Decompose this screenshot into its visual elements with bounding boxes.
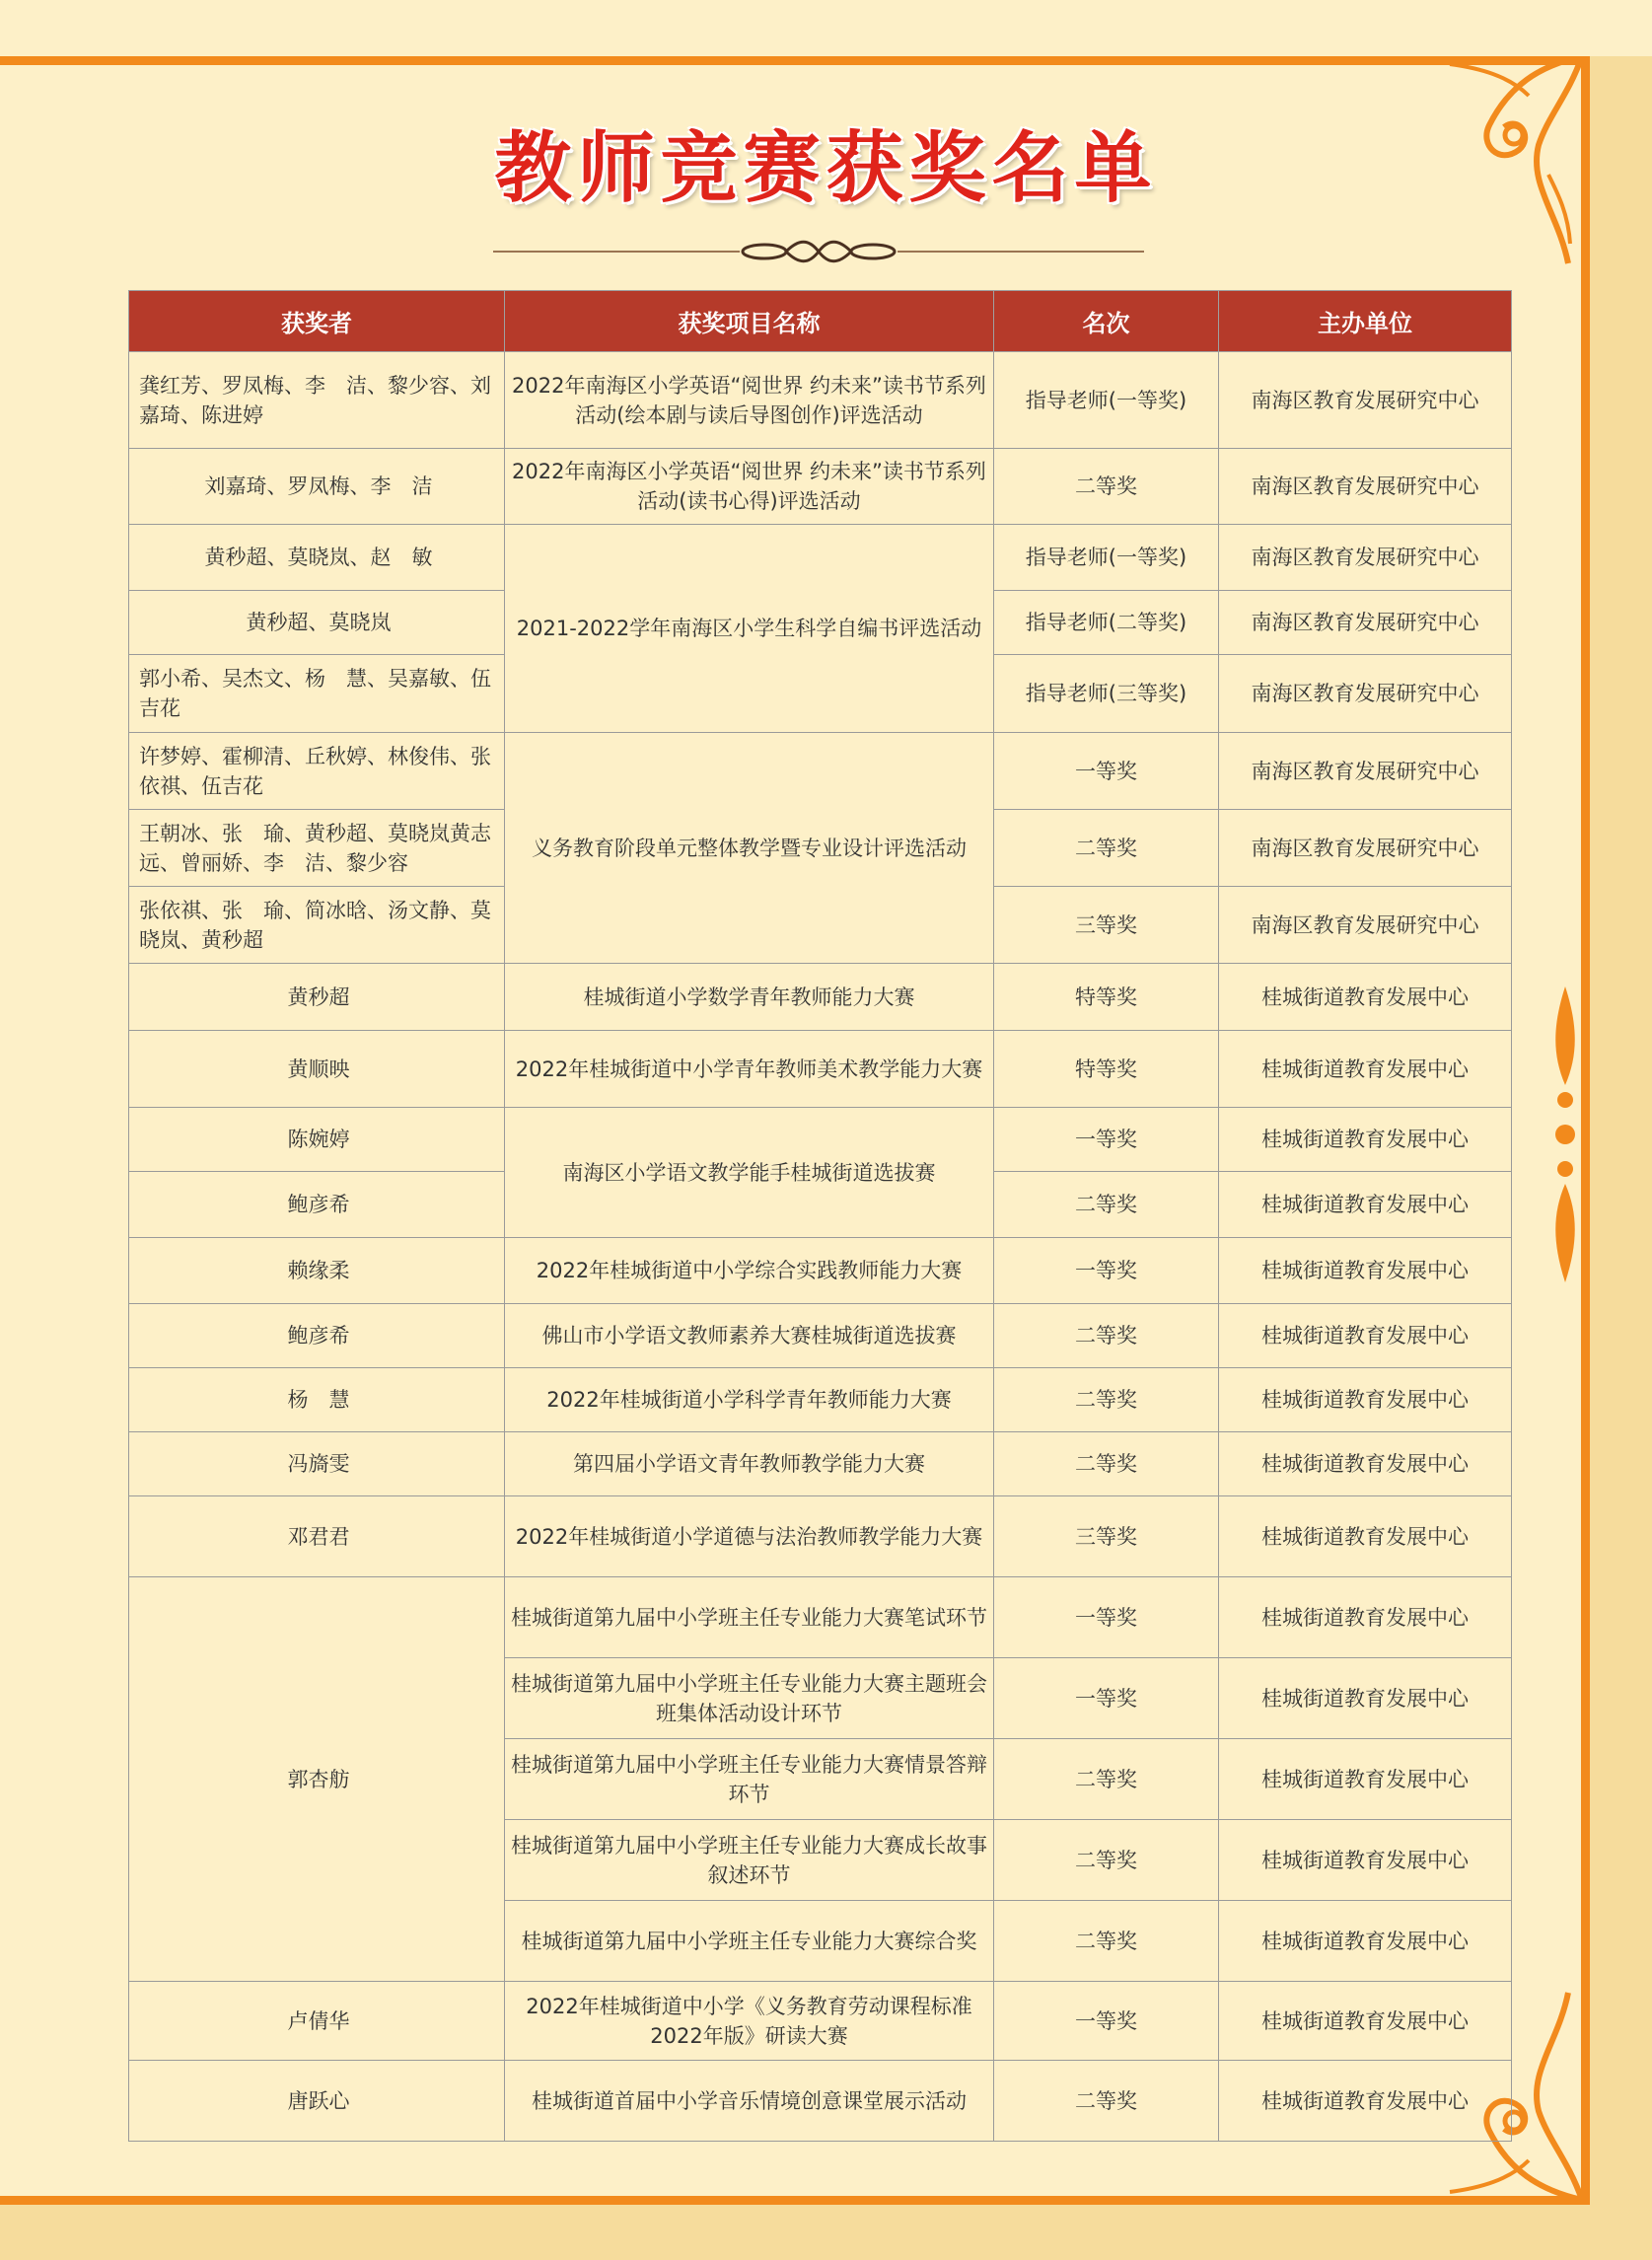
header-project: 获奖项目名称 xyxy=(505,291,994,352)
rank-cell: 二等奖 xyxy=(994,1172,1219,1238)
winners-cell: 黄秒超、莫晓岚、赵 敏 xyxy=(129,525,505,591)
table-row xyxy=(129,1031,1512,1108)
winners-cell: 许梦婷、霍柳清、丘秋婷、林俊伟、张依祺、伍吉花 xyxy=(129,733,505,810)
project-cell: 桂城街道第九届中小学班主任专业能力大赛综合奖 xyxy=(505,1901,994,1982)
project-cell: 2022年南海区小学英语“阅世界 约未来”读书节系列活动(读书心得)评选活动 xyxy=(505,449,994,525)
project-cell: 义务教育阶段单元整体教学暨专业设计评选活动 xyxy=(505,733,994,964)
organizer-cell: 桂城街道教育发展中心 xyxy=(1219,1577,1512,1658)
project-cell: 2022年南海区小学英语“阅世界 约未来”读书节系列活动(绘本剧与读后导图创作)评选活动 xyxy=(505,352,994,449)
winners-cell: 王朝冰、张 瑜、黄秒超、莫晓岚黄志远、曾丽娇、李 洁、黎少容 xyxy=(129,810,505,887)
project-cell: 2022年桂城街道中小学青年教师美术教学能力大赛 xyxy=(505,1031,994,1108)
winners-cell: 鲍彦希 xyxy=(129,1172,505,1238)
rank-cell: 二等奖 xyxy=(994,1901,1219,1982)
organizer-cell: 南海区教育发展研究中心 xyxy=(1219,887,1512,964)
rank-cell: 一等奖 xyxy=(994,1108,1219,1172)
organizer-cell: 桂城街道教育发展中心 xyxy=(1219,1172,1512,1238)
table-row xyxy=(129,733,1512,810)
winners-cell: 黄顺映 xyxy=(129,1031,505,1108)
table-row xyxy=(129,525,1512,591)
rank-cell: 特等奖 xyxy=(994,1031,1219,1108)
table-row xyxy=(129,1577,1512,1658)
organizer-cell: 桂城街道教育发展中心 xyxy=(1219,1982,1512,2061)
project-cell: 桂城街道首届中小学音乐情境创意课堂展示活动 xyxy=(505,2061,994,2142)
rank-cell: 二等奖 xyxy=(994,449,1219,525)
organizer-cell: 桂城街道教育发展中心 xyxy=(1219,2061,1512,2142)
project-cell: 第四届小学语文青年教师教学能力大赛 xyxy=(505,1432,994,1496)
table-row xyxy=(129,449,1512,525)
organizer-cell: 南海区教育发展研究中心 xyxy=(1219,810,1512,887)
right-margin xyxy=(1590,56,1652,2205)
winners-cell: 鲍彦希 xyxy=(129,1304,505,1368)
rank-cell: 二等奖 xyxy=(994,810,1219,887)
organizer-cell: 桂城街道教育发展中心 xyxy=(1219,1820,1512,1901)
rank-cell: 二等奖 xyxy=(994,1739,1219,1820)
project-cell: 2022年桂城街道中小学综合实践教师能力大赛 xyxy=(505,1238,994,1304)
organizer-cell: 桂城街道教育发展中心 xyxy=(1219,1238,1512,1304)
rank-cell: 二等奖 xyxy=(994,1432,1219,1496)
header-winners: 获奖者 xyxy=(129,291,505,352)
winners-cell: 唐跃心 xyxy=(129,2061,505,2142)
project-cell: 桂城街道第九届中小学班主任专业能力大赛情景答辩环节 xyxy=(505,1739,994,1820)
top-margin xyxy=(0,0,1652,56)
bottom-margin xyxy=(0,2205,1652,2260)
winners-cell: 黄秒超 xyxy=(129,964,505,1031)
project-cell: 2022年桂城街道小学科学青年教师能力大赛 xyxy=(505,1368,994,1432)
project-cell: 桂城街道第九届中小学班主任专业能力大赛主题班会班集体活动设计环节 xyxy=(505,1658,994,1739)
rank-cell: 指导老师(一等奖) xyxy=(994,525,1219,591)
organizer-cell: 南海区教育发展研究中心 xyxy=(1219,591,1512,655)
winners-cell: 刘嘉琦、罗凤梅、李 洁 xyxy=(129,449,505,525)
rank-cell: 二等奖 xyxy=(994,1304,1219,1368)
rank-cell: 二等奖 xyxy=(994,2061,1219,2142)
organizer-cell: 桂城街道教育发展中心 xyxy=(1219,1031,1512,1108)
table-header-row xyxy=(129,291,1512,352)
frame-border-top xyxy=(0,56,1590,65)
project-cell: 2022年桂城街道小学道德与法治教师教学能力大赛 xyxy=(505,1496,994,1577)
rank-cell: 一等奖 xyxy=(994,733,1219,810)
organizer-cell: 桂城街道教育发展中心 xyxy=(1219,1739,1512,1820)
winners-cell: 邓君君 xyxy=(129,1496,505,1577)
winners-cell: 郭小希、吴杰文、杨 慧、吴嘉敏、伍吉花 xyxy=(129,655,505,733)
project-cell: 桂城街道第九届中小学班主任专业能力大赛笔试环节 xyxy=(505,1577,994,1658)
rank-cell: 一等奖 xyxy=(994,1658,1219,1739)
table-row xyxy=(129,1432,1512,1496)
organizer-cell: 桂城街道教育发展中心 xyxy=(1219,1304,1512,1368)
rank-cell: 指导老师(三等奖) xyxy=(994,655,1219,733)
awards-table xyxy=(128,290,1512,2142)
organizer-cell: 桂城街道教育发展中心 xyxy=(1219,1901,1512,1982)
rank-cell: 一等奖 xyxy=(994,1238,1219,1304)
frame-border-bottom xyxy=(0,2196,1590,2205)
page-title: 教师竞赛获奖名单 xyxy=(494,124,1158,213)
rank-cell: 三等奖 xyxy=(994,1496,1219,1577)
rank-cell: 一等奖 xyxy=(994,1982,1219,2061)
organizer-cell: 南海区教育发展研究中心 xyxy=(1219,525,1512,591)
project-cell: 2021-2022学年南海区小学生科学自编书评选活动 xyxy=(505,525,994,733)
winners-cell: 赖缘柔 xyxy=(129,1238,505,1304)
header-rank: 名次 xyxy=(994,291,1219,352)
organizer-cell: 南海区教育发展研究中心 xyxy=(1219,655,1512,733)
table-row xyxy=(129,1368,1512,1432)
project-cell: 2022年桂城街道中小学《义务教育劳动课程标准2022年版》研读大赛 xyxy=(505,1982,994,2061)
rank-cell: 一等奖 xyxy=(994,1577,1219,1658)
winners-cell: 郭杏舫 xyxy=(129,1577,505,1982)
winners-cell: 龚红芳、罗凤梅、李 洁、黎少容、刘嘉琦、陈进婷 xyxy=(129,352,505,449)
organizer-cell: 桂城街道教育发展中心 xyxy=(1219,1432,1512,1496)
rank-cell: 特等奖 xyxy=(994,964,1219,1031)
organizer-cell: 南海区教育发展研究中心 xyxy=(1219,352,1512,449)
organizer-cell: 桂城街道教育发展中心 xyxy=(1219,1658,1512,1739)
winners-cell: 陈婉婷 xyxy=(129,1108,505,1172)
table-row xyxy=(129,1304,1512,1368)
rank-cell: 指导老师(二等奖) xyxy=(994,591,1219,655)
header-organizer: 主办单位 xyxy=(1219,291,1512,352)
rank-cell: 指导老师(一等奖) xyxy=(994,352,1219,449)
winners-cell: 张依祺、张 瑜、简冰晗、汤文静、莫晓岚、黄秒超 xyxy=(129,887,505,964)
rank-cell: 二等奖 xyxy=(994,1368,1219,1432)
project-cell: 桂城街道小学数学青年教师能力大赛 xyxy=(505,964,994,1031)
organizer-cell: 桂城街道教育发展中心 xyxy=(1219,964,1512,1031)
rank-cell: 二等奖 xyxy=(994,1820,1219,1901)
table-row xyxy=(129,1496,1512,1577)
winners-cell: 杨 慧 xyxy=(129,1368,505,1432)
table-row xyxy=(129,1108,1512,1172)
title-divider-ornament xyxy=(493,237,1144,266)
table-row xyxy=(129,964,1512,1031)
project-cell: 南海区小学语文教学能手桂城街道选拔赛 xyxy=(505,1108,994,1238)
table-row xyxy=(129,1238,1512,1304)
project-cell: 桂城街道第九届中小学班主任专业能力大赛成长故事叙述环节 xyxy=(505,1820,994,1901)
side-ornament xyxy=(1548,986,1582,1282)
table-row xyxy=(129,352,1512,449)
winners-cell: 黄秒超、莫晓岚 xyxy=(129,591,505,655)
winners-cell: 卢倩华 xyxy=(129,1982,505,2061)
frame-border-right xyxy=(1581,56,1590,2205)
organizer-cell: 桂城街道教育发展中心 xyxy=(1219,1496,1512,1577)
table-row xyxy=(129,1982,1512,2061)
organizer-cell: 桂城街道教育发展中心 xyxy=(1219,1108,1512,1172)
organizer-cell: 桂城街道教育发展中心 xyxy=(1219,1368,1512,1432)
project-cell: 佛山市小学语文教师素养大赛桂城街道选拔赛 xyxy=(505,1304,994,1368)
winners-cell: 冯旖雯 xyxy=(129,1432,505,1496)
rank-cell: 三等奖 xyxy=(994,887,1219,964)
organizer-cell: 南海区教育发展研究中心 xyxy=(1219,733,1512,810)
organizer-cell: 南海区教育发展研究中心 xyxy=(1219,449,1512,525)
table-row xyxy=(129,2061,1512,2142)
